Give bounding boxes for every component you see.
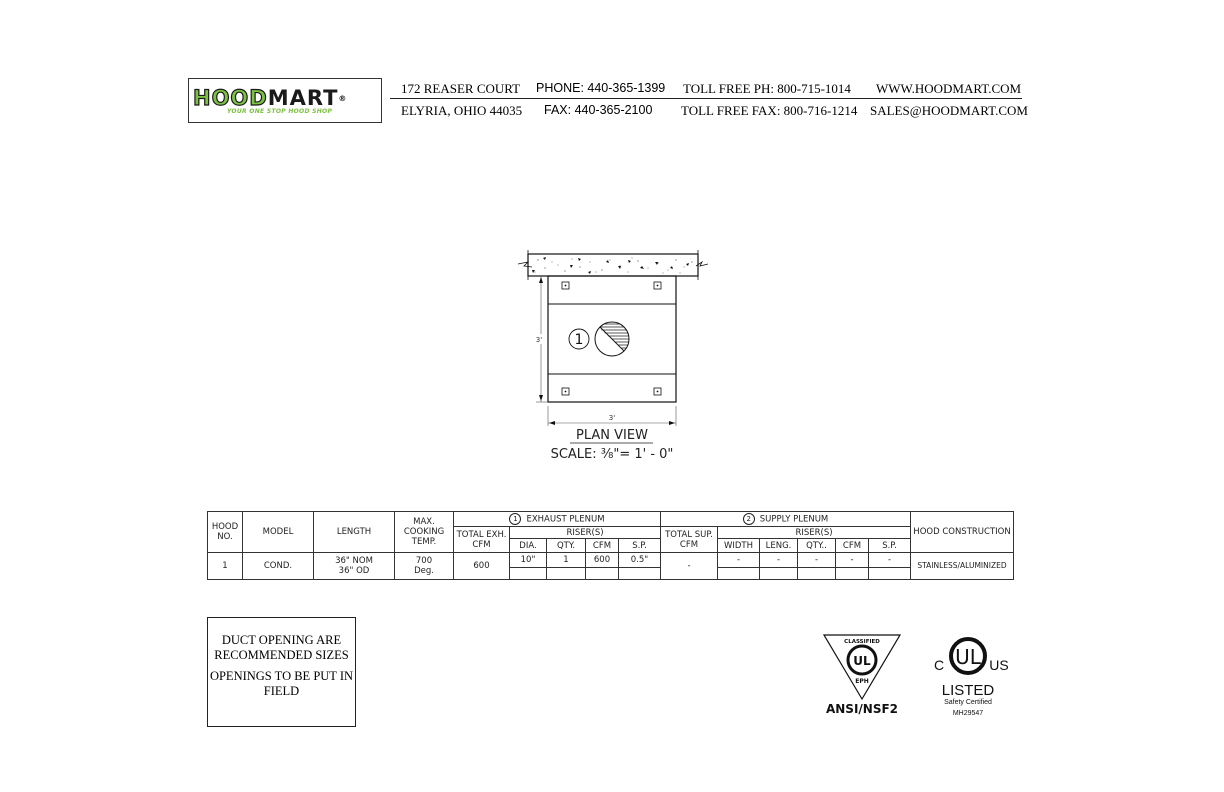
ul-listed-mark: UL bbox=[955, 645, 981, 669]
header-exh-sp: S.P. bbox=[619, 539, 661, 553]
ul-classified-mark: UL bbox=[853, 654, 871, 668]
vertical-dimension-label: 3' bbox=[535, 336, 543, 344]
logo-hood-text: HOOD bbox=[193, 86, 268, 110]
cell-sup-sp: - bbox=[869, 553, 911, 568]
cell-exh-cfm: 600 bbox=[586, 553, 619, 568]
phone: PHONE: 440-365-1399 bbox=[536, 81, 666, 95]
note-line-2: OPENINGS TO BE PUT IN FIELD bbox=[209, 669, 354, 698]
empty-cell bbox=[836, 568, 869, 580]
toll-free-fax: TOLL FREE FAX: 800-716-1214 bbox=[681, 103, 858, 118]
header-sup-width: WIDTH bbox=[718, 539, 760, 553]
ul-listed-label: LISTED bbox=[941, 682, 995, 699]
email: SALES@HOODMART.COM bbox=[870, 103, 1028, 118]
exhaust-plenum-label: EXHAUST PLENUM bbox=[526, 514, 605, 525]
address-line-1: 172 REASER COURT bbox=[401, 81, 521, 96]
cell-sup-leng: - bbox=[760, 553, 798, 568]
header-exh-qty: QTY. bbox=[547, 539, 586, 553]
empty-cell bbox=[547, 568, 586, 580]
header-sup-sp: S.P. bbox=[869, 539, 911, 553]
plan-view-scale: SCALE: ⅜"= 1' - 0" bbox=[550, 447, 674, 462]
header-model: MODEL bbox=[243, 512, 314, 553]
hoodmart-logo bbox=[188, 78, 382, 123]
plan-view-drawing bbox=[510, 240, 710, 470]
plan-view-title: PLAN VIEW bbox=[576, 428, 648, 443]
header-supply-plenum bbox=[661, 512, 911, 527]
ul-file-number: MH29547 bbox=[952, 710, 984, 717]
header-exh-risers: RISER(S) bbox=[510, 527, 661, 539]
header-hood-no: HOOD NO. bbox=[208, 512, 243, 553]
supply-plenum-number-icon: 2 bbox=[743, 513, 755, 525]
cell-max-temp-value: 700 bbox=[415, 556, 433, 566]
empty-cell bbox=[798, 568, 836, 580]
empty-cell bbox=[869, 568, 911, 580]
empty-cell bbox=[510, 568, 547, 580]
ul-classified-eph: EPH bbox=[855, 678, 869, 685]
header-sup-leng: LENG. bbox=[760, 539, 798, 553]
vertical-dimension bbox=[534, 276, 548, 402]
ansi-nsf2-label: ANSI/NSF2 bbox=[825, 702, 899, 716]
empty-cell bbox=[760, 568, 798, 580]
ul-listed-us: US bbox=[989, 657, 1009, 673]
cell-hood-no: 1 bbox=[208, 553, 243, 580]
supply-plenum-label: SUPPLY PLENUM bbox=[759, 514, 829, 525]
toll-free-phone: TOLL FREE PH: 800-715-1014 bbox=[683, 81, 851, 96]
ul-listed-icon bbox=[930, 630, 1010, 720]
ul-safety-certified: Safety Certified bbox=[944, 699, 992, 706]
cell-length bbox=[314, 553, 395, 580]
fax: FAX: 440-365-2100 bbox=[544, 103, 653, 117]
header-sup-risers: RISER(S) bbox=[718, 527, 911, 539]
address-line-2: ELYRIA, OHIO 44035 bbox=[401, 103, 523, 118]
cell-total-exh-cfm: 600 bbox=[454, 553, 510, 580]
header-sup-cfm: CFM bbox=[836, 539, 869, 553]
cell-exh-dia: 10" bbox=[510, 553, 547, 568]
header-length: LENGTH bbox=[314, 512, 395, 553]
ul-classified-arc-text: CLASSIFIED bbox=[844, 639, 880, 645]
exhaust-callout-icon bbox=[569, 329, 589, 349]
cell-exh-sp: 0.5" bbox=[619, 553, 661, 568]
cell-construction: STAINLESS/ALUMINIZED bbox=[911, 553, 1014, 580]
empty-cell bbox=[586, 568, 619, 580]
exhaust-plenum-number-icon: 1 bbox=[509, 513, 521, 525]
table-row bbox=[208, 553, 1014, 568]
horizontal-dimension-label: 3' bbox=[608, 414, 616, 422]
logo-registered-mark: ® bbox=[338, 94, 348, 103]
cell-length-od: 36" OD bbox=[338, 566, 370, 576]
header-max-cooking-temp: MAX. COOKING TEMP. bbox=[395, 512, 454, 553]
ul-listed-c: C bbox=[933, 657, 945, 673]
cell-length-nom: 36" NOM bbox=[335, 556, 373, 566]
exhaust-riser-icon bbox=[590, 320, 635, 360]
cell-max-temp-unit: Deg. bbox=[414, 566, 434, 576]
header-sup-qty: QTY.. bbox=[798, 539, 836, 553]
ul-classified-eph-icon bbox=[822, 633, 902, 718]
logo-mart-text: MART bbox=[267, 86, 339, 110]
cell-sup-width: - bbox=[718, 553, 760, 568]
cell-sup-cfm: - bbox=[836, 553, 869, 568]
website: WWW.HOODMART.COM bbox=[876, 81, 1022, 96]
note-line-1: DUCT OPENING ARE RECOMMENDED SIZES bbox=[214, 633, 349, 662]
callout-number: 1 bbox=[574, 332, 584, 348]
cell-total-sup-cfm: - bbox=[661, 553, 718, 580]
header-total-sup-cfm: TOTAL SUP. CFM bbox=[661, 527, 718, 553]
header-hood-construction: HOOD CONSTRUCTION bbox=[911, 512, 1014, 553]
hood-schedule-table bbox=[207, 511, 1014, 580]
header-exhaust-plenum bbox=[454, 512, 661, 527]
logo-tagline: YOUR ONE STOP HOOD SHOP bbox=[227, 108, 333, 115]
cell-max-temp bbox=[395, 553, 454, 580]
header-exh-cfm: CFM bbox=[586, 539, 619, 553]
header-divider bbox=[390, 98, 1022, 99]
header-exh-dia: DIA. bbox=[510, 539, 547, 553]
cell-sup-qty: - bbox=[798, 553, 836, 568]
cell-exh-qty: 1 bbox=[547, 553, 586, 568]
empty-cell bbox=[619, 568, 661, 580]
horizontal-dimension bbox=[548, 406, 676, 426]
header-total-exh-cfm: TOTAL EXH. CFM bbox=[454, 527, 510, 553]
logo-wordmark bbox=[193, 87, 347, 110]
empty-cell bbox=[718, 568, 760, 580]
cell-model: COND. bbox=[243, 553, 314, 580]
duct-opening-note bbox=[207, 617, 356, 727]
